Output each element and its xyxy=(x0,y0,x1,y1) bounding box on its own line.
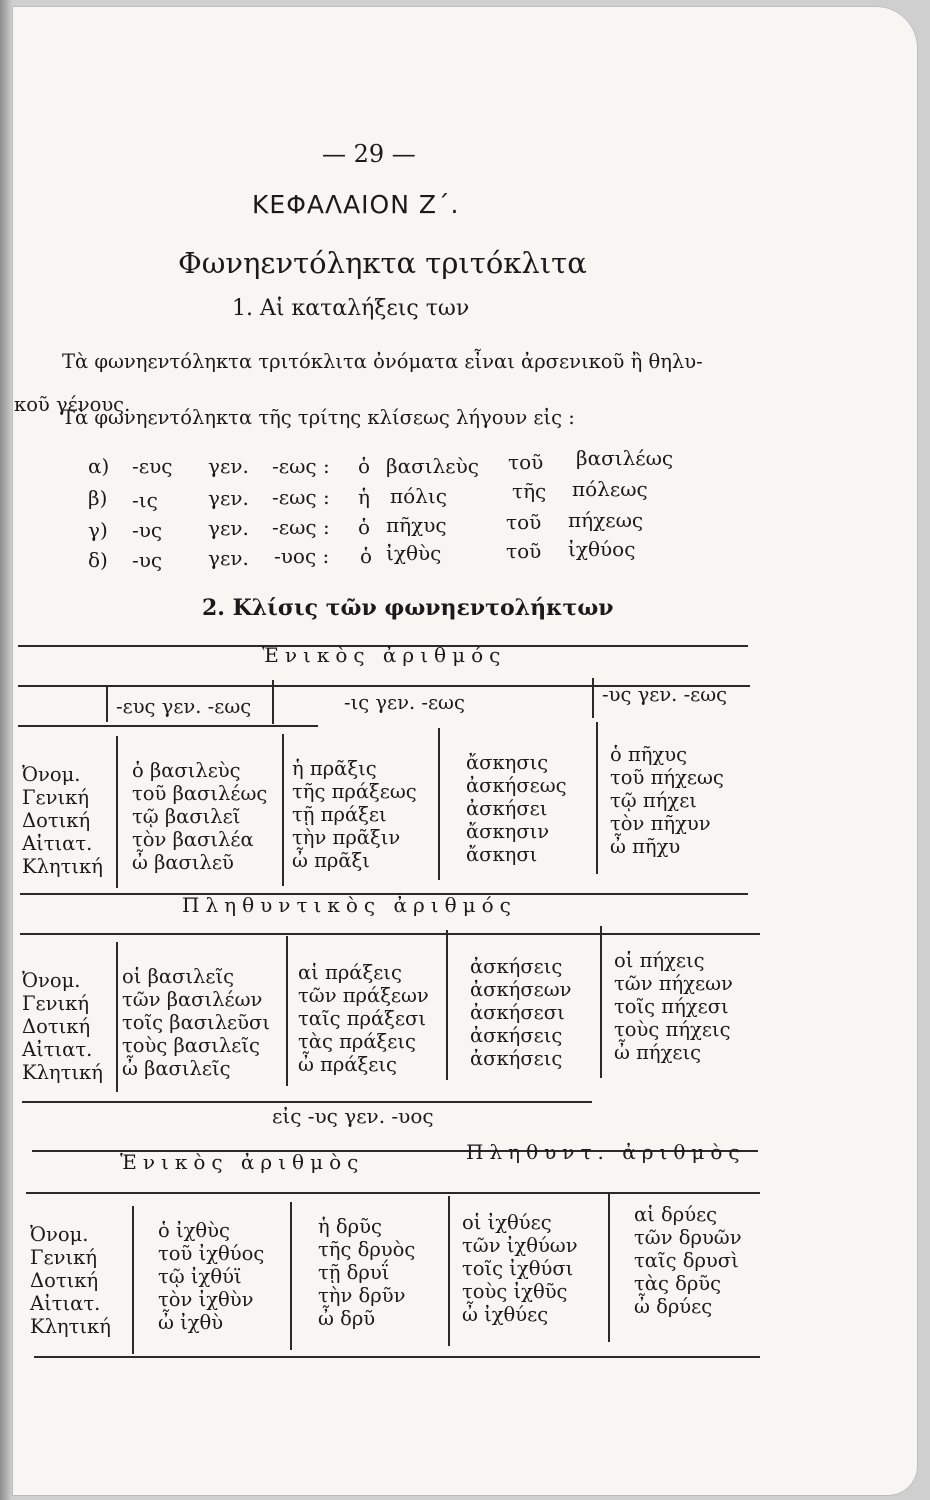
ending-gen: γεν. xyxy=(208,454,249,478)
form-basileus: τὸν βασιλέα xyxy=(132,828,254,851)
form-askisis: ἄσκησις xyxy=(466,751,549,774)
case-label: Ὀνομ. xyxy=(22,763,81,786)
table-divider xyxy=(286,936,288,1086)
form-praxis-pl: ὦ πράξεις xyxy=(298,1053,397,1076)
form-drys: τὴν δρῦν xyxy=(318,1284,406,1307)
case-label: Δοτική xyxy=(22,809,91,832)
chapter-heading: ΚΕΦΑΛΑΙΟΝ Ζ΄. xyxy=(252,190,460,219)
plural-header: Πληθυντικὸς ἀριθμός xyxy=(182,893,517,917)
form-pichys: τοῦ πήχεως xyxy=(610,766,724,789)
table-rule xyxy=(26,1192,760,1194)
paragraph-line: Τὰ φωνηεντόληκτα τριτόκλιτα ὀνόματα εἶναι ἀρσενικοῦ ἢ θηλυ- xyxy=(62,350,703,373)
form-pichys: ὁ πῆχυς xyxy=(610,743,688,766)
case-label: Αἰτιατ. xyxy=(30,1292,101,1315)
ending-gen-word: ἰχθύος xyxy=(568,537,636,561)
form-askisis-pl: ἀσκήσεσι xyxy=(470,1001,565,1024)
case-label: Γενική xyxy=(22,992,90,1015)
table-divider xyxy=(132,1206,134,1354)
form-ichthys-pl: τοὺς ἰχθῦς xyxy=(462,1280,568,1303)
form-pichys-pl: τοὺς πήχεις xyxy=(614,1018,731,1041)
ending-article: ὁ xyxy=(358,515,371,539)
table-divider xyxy=(596,722,598,874)
ending-gen-article: τοῦ xyxy=(508,450,544,474)
table-divider xyxy=(592,678,594,718)
form-drys: ὦ δρῦ xyxy=(318,1307,376,1330)
form-pichys: τῷ πήχει xyxy=(610,789,697,812)
ending-gen-suffix: -εως : xyxy=(272,515,330,539)
case-label: Κλητική xyxy=(22,855,103,878)
form-drys-pl: τῶν δρυῶν xyxy=(634,1226,742,1249)
ending-gen: γεν. xyxy=(208,546,249,570)
form-basileus-pl: τῶν βασιλέων xyxy=(122,988,263,1011)
paragraph-line: Τὰ φωνηεντόληκτα τῆς τρίτης κλίσεως λήγουν εἰς : xyxy=(62,406,575,429)
table-divider xyxy=(438,728,440,880)
column-header: -υς γεν. -εως xyxy=(602,683,728,706)
ending-word: πῆχυς xyxy=(386,513,447,537)
form-pichys-pl: τοῖς πήχεσι xyxy=(614,995,729,1018)
case-label: Γενική xyxy=(30,1246,98,1269)
form-drys-pl: ταῖς δρυσὶ xyxy=(634,1249,739,1272)
form-drys: τῇ δρυΐ xyxy=(318,1261,390,1284)
form-praxis-pl: ταῖς πράξεσι xyxy=(298,1007,426,1030)
form-drys: ἡ δρῦς xyxy=(318,1215,382,1238)
ending-suffix: -ις xyxy=(132,488,158,512)
ending-gen: γεν. xyxy=(208,516,249,540)
form-askisis-pl: ἀσκήσεις xyxy=(470,1024,563,1047)
case-label: Δοτική xyxy=(30,1269,99,1292)
ending-label: β) xyxy=(88,486,108,510)
form-askisis-pl: ἀσκήσεις xyxy=(470,1047,563,1070)
ending-word: πόλις xyxy=(390,484,447,508)
form-basileus: τῷ βασιλεῖ xyxy=(132,805,241,828)
form-askisis: ἀσκήσεως xyxy=(466,774,567,797)
ending-gen-word: πήχεως xyxy=(568,508,644,532)
ending-article: ἡ xyxy=(358,485,370,509)
form-pichys: τὸν πῆχυν xyxy=(610,812,711,835)
plural-header: Πληθυντ. ἀριθμὸς xyxy=(466,1140,746,1164)
ending-gen: γεν. xyxy=(208,486,249,510)
form-pichys-pl: ὦ πήχεις xyxy=(614,1041,702,1064)
column-header: -ευς γεν. -εως xyxy=(116,695,252,718)
form-ichthys: ὁ ἰχθὺς xyxy=(158,1219,230,1242)
ending-suffix: -υς xyxy=(132,548,163,572)
ending-gen-suffix: -εως : xyxy=(272,454,330,478)
table-rule xyxy=(22,1101,592,1103)
ending-gen-article: τῆς xyxy=(512,479,547,503)
form-pichys: ὦ πῆχυ xyxy=(610,835,681,858)
form-praxis: τῆς πράξεως xyxy=(292,780,417,803)
form-basileus-pl: τοὺς βασιλεῖς xyxy=(122,1034,260,1057)
form-drys-pl: αἱ δρύες xyxy=(634,1203,718,1226)
page-title: Φωνηεντόληκτα τριτόκλιτα xyxy=(178,246,587,280)
form-basileus: ὦ βασιλεῦ xyxy=(132,851,234,874)
form-praxis-pl: αἱ πράξεις xyxy=(298,961,402,984)
ending-label: γ) xyxy=(88,518,108,542)
ending-gen-word: βασιλέως xyxy=(576,446,674,470)
table-rule xyxy=(20,933,760,935)
page-edge-shadow xyxy=(0,0,12,1500)
ending-gen-suffix: -εως : xyxy=(272,485,330,509)
table-divider xyxy=(272,680,274,724)
case-label: Ὀνομ. xyxy=(30,1223,89,1246)
case-label: Αἰτιατ. xyxy=(22,1038,93,1061)
case-label: Δοτική xyxy=(22,1015,91,1038)
case-label: Ὀνομ. xyxy=(22,969,81,992)
form-drys-pl: ὦ δρύες xyxy=(634,1295,713,1318)
form-praxis-pl: τὰς πράξεις xyxy=(298,1030,416,1053)
form-basileus-pl: οἱ βασιλεῖς xyxy=(122,965,235,988)
table-divider xyxy=(600,926,602,1078)
form-praxis: τῇ πράξει xyxy=(292,803,387,826)
ending-article: ὁ xyxy=(358,454,371,478)
table-divider xyxy=(446,930,448,1080)
form-ichthys: τοῦ ἰχθύος xyxy=(158,1242,265,1265)
form-ichthys: ὦ ἰχθὺ xyxy=(158,1311,224,1334)
form-ichthys: τὸν ἰχθὺν xyxy=(158,1288,254,1311)
paragraph-line: κοῦ γένους. xyxy=(14,393,131,416)
form-ichthys-pl: οἱ ἰχθύες xyxy=(462,1211,552,1234)
table-rule xyxy=(18,725,318,727)
case-label: Κλητική xyxy=(22,1061,103,1084)
ending-suffix: -υς xyxy=(132,518,163,542)
form-ichthys-pl: ὦ ἰχθύες xyxy=(462,1303,549,1326)
form-askisis: ἄσκησιν xyxy=(466,820,550,843)
table-divider xyxy=(290,1202,292,1350)
form-basileus: τοῦ βασιλέως xyxy=(132,782,268,805)
ending-word: ἰχθὺς xyxy=(386,541,442,565)
table-divider xyxy=(282,734,284,886)
form-drys: τῆς δρυὸς xyxy=(318,1238,416,1261)
form-pichys-pl: τῶν πήχεων xyxy=(614,972,733,995)
ending-gen-article: τοῦ xyxy=(506,510,542,534)
form-praxis: τὴν πρᾶξιν xyxy=(292,826,401,849)
section-heading-2: 2. Κλίσις τῶν φωνηεντολήκτων xyxy=(202,595,614,621)
table-divider xyxy=(116,736,118,888)
ending-gen-word: πόλεως xyxy=(572,477,648,501)
form-praxis-pl: τῶν πράξεων xyxy=(298,984,429,1007)
form-basileus: ὁ βασιλεὺς xyxy=(132,759,241,782)
form-ichthys-pl: τοῖς ἰχθύσι xyxy=(462,1257,574,1280)
form-askisis: ἀσκήσει xyxy=(466,797,548,820)
form-askisis-pl: ἀσκήσεων xyxy=(470,978,572,1001)
singular-header: Ἑνικὸς ἀριθμός xyxy=(262,643,507,667)
form-praxis: ἡ πρᾶξις xyxy=(292,757,377,780)
section-heading-1: 1. Αἱ καταλήξεις των xyxy=(232,296,470,321)
form-pichys-pl: οἱ πήχεις xyxy=(614,949,705,972)
form-praxis: ὦ πρᾶξι xyxy=(292,849,370,872)
form-basileus-pl: ὦ βασιλεῖς xyxy=(122,1057,231,1080)
table-rule xyxy=(34,1356,760,1358)
form-askisis: ἄσκησι xyxy=(466,843,538,866)
ending-article: ὁ xyxy=(360,544,373,568)
table-divider xyxy=(116,942,118,1092)
ending-gen-suffix: -υος : xyxy=(274,544,330,568)
singular-header: Ἑνικὸς ἀριθμὸς xyxy=(120,1150,365,1174)
table-divider xyxy=(448,1196,450,1346)
form-ichthys-pl: τῶν ἰχθύων xyxy=(462,1234,578,1257)
page-number: — 29 — xyxy=(322,140,416,168)
table-divider xyxy=(106,686,108,722)
form-askisis-pl: ἀσκήσεις xyxy=(470,955,563,978)
case-label: Κλητική xyxy=(30,1315,111,1338)
case-label: Αἰτιατ. xyxy=(22,832,93,855)
section-heading-3: εἰς -υς γεν. -υος xyxy=(272,1104,434,1128)
column-header: -ις γεν. -εως xyxy=(344,691,465,714)
ending-word: βασιλεὺς xyxy=(386,454,479,478)
case-label: Γενική xyxy=(22,786,90,809)
ending-suffix: -ευς xyxy=(132,454,173,478)
form-basileus-pl: τοῖς βασιλεῦσι xyxy=(122,1011,270,1034)
ending-gen-article: τοῦ xyxy=(506,539,542,563)
form-drys-pl: τὰς δρῦς xyxy=(634,1272,722,1295)
table-divider xyxy=(608,1192,610,1342)
ending-label: α) xyxy=(88,454,110,478)
form-ichthys: τῷ ἰχθύϊ xyxy=(158,1265,242,1288)
ending-label: δ) xyxy=(88,548,108,572)
